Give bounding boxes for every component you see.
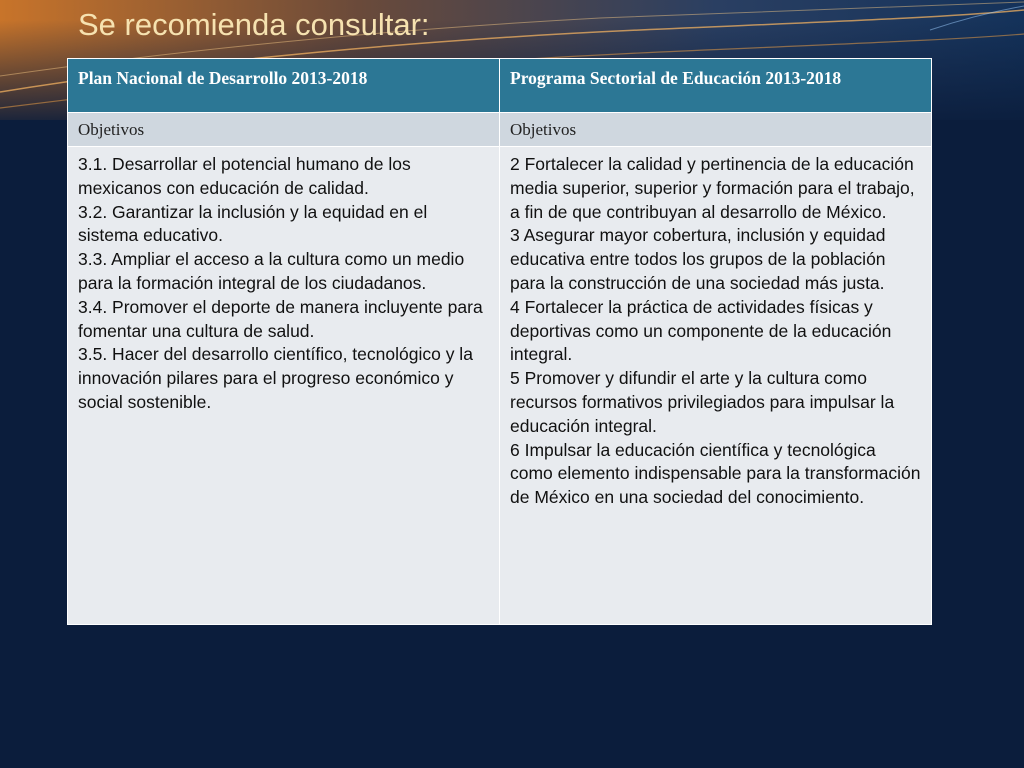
objectives-table — [67, 58, 932, 625]
objective-item: 3.2. Garantizar la inclusión y la equidad en el sistema educativo. — [78, 201, 428, 246]
objective-item: 4 Fortalecer la práctica de actividades físicas y deportivas como un componente de la educación integral. — [510, 296, 892, 365]
objective-item: 3.5. Hacer del desarrollo científico, tecnológico y la innovación pilares para el progreso económico y social sostenible. — [78, 344, 473, 412]
objective-item: 3 Asegurar mayor cobertura, inclusión y equidad educativa entre todos los grupos de la población para la construcción de una sociedad más justa. — [510, 225, 886, 293]
objectives-table-container — [67, 58, 931, 625]
objective-item: 2 Fortalecer la calidad y pertinencia de la educación media superior, superior y formación para el trabajo, a fin de que contribuyan al desarrollo de México. — [510, 154, 915, 222]
objective-item: 3.3. Ampliar el acceso a la cultura como un medio para la formación integral de los ciudadanos. — [78, 249, 465, 293]
table-row — [68, 147, 932, 625]
programa-sectorial-objectives-cell — [500, 147, 932, 625]
objective-item: 5 Promover y difundir el arte y la cultura como recursos formativos privilegiados para impulsar la educación integral. — [510, 368, 895, 436]
header-programa-sectorial: Programa Sectorial de Educación 2013-2018 — [500, 59, 932, 113]
slide-title: Se recomienda consultar: — [78, 7, 430, 42]
table-header-row — [68, 59, 932, 113]
header-plan-nacional: Plan Nacional de Desarrollo 2013-2018 — [68, 59, 500, 113]
objective-item: 3.1. Desarrollar el potencial humano de los mexicanos con educación de calidad. — [78, 154, 411, 198]
objective-item: 3.4. Promover el deporte de manera incluyente para fomentar una cultura de salud. — [78, 296, 483, 341]
subheader-objetivos-right: Objetivos — [500, 113, 932, 147]
subheader-objetivos-left: Objetivos — [68, 113, 500, 147]
plan-nacional-objectives-cell — [68, 147, 500, 625]
objective-item: 6 Impulsar la educación científica y tecnológica como elemento indispensable para la transformación de México en una sociedad del conocimiento. — [510, 439, 921, 508]
table-subheader-row — [68, 113, 932, 147]
